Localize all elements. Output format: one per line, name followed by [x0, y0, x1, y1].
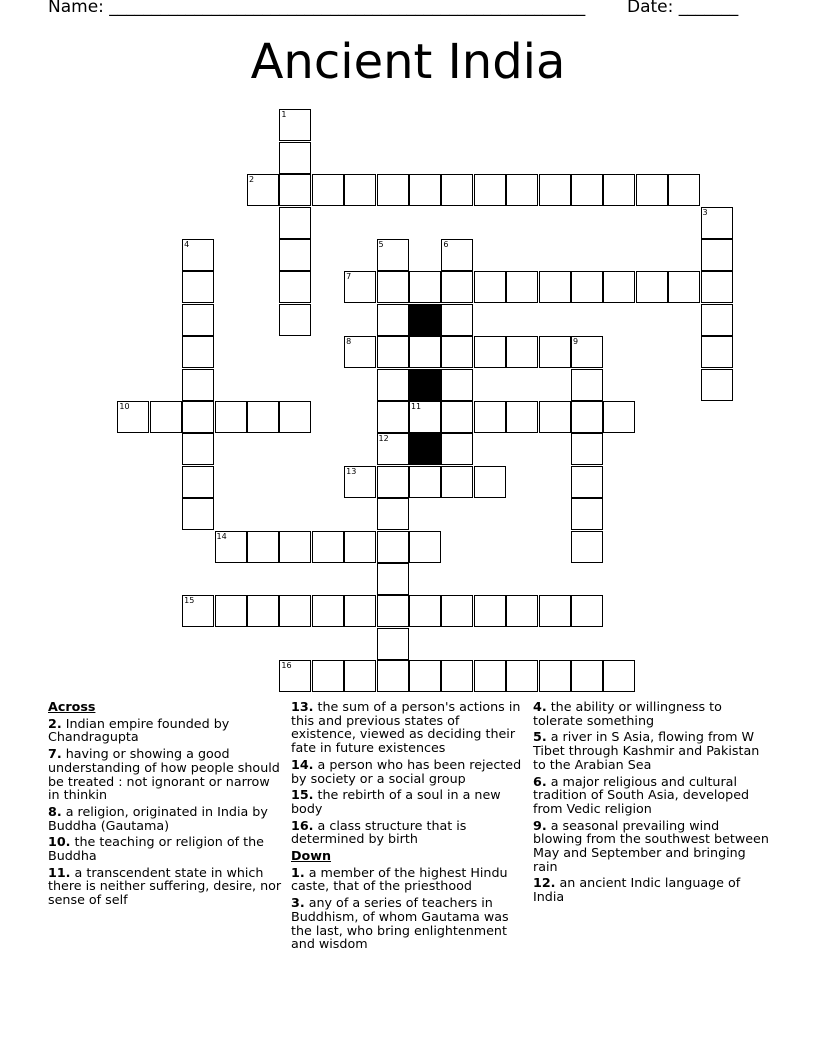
clue-text: a member of the highest Hindu caste, that of the priesthood — [291, 864, 508, 894]
grid-cell[interactable] — [571, 174, 603, 206]
clue-number: 10. — [48, 834, 71, 850]
grid-cell[interactable] — [409, 660, 441, 692]
clue-number-label: 11 — [410, 401, 422, 411]
clue-number-label: 13 — [346, 466, 357, 476]
clue-text: a major religious and cultural tradition of South Asia, developed from Vedic religion — [533, 773, 750, 816]
clue-number-label: 4 — [184, 239, 190, 249]
black-square — [409, 304, 441, 336]
grid-cell[interactable] — [344, 466, 376, 498]
across-clue — [291, 700, 527, 755]
grid-cell[interactable] — [539, 660, 571, 692]
down-clue — [533, 775, 769, 816]
grid-cell[interactable] — [474, 336, 506, 368]
grid-cell[interactable] — [377, 401, 409, 433]
grid-cell[interactable] — [247, 531, 279, 563]
clue-text: a class structure that is determined by birth — [291, 817, 467, 847]
grid-cell[interactable] — [247, 401, 279, 433]
grid-cell[interactable] — [377, 369, 409, 401]
grid-cell[interactable] — [279, 304, 311, 336]
grid-cell[interactable] — [312, 531, 344, 563]
grid-cell[interactable] — [571, 336, 603, 368]
grid-cell[interactable] — [441, 466, 473, 498]
clue-number-label: 1 — [281, 110, 287, 120]
clue-number: 14. — [291, 756, 314, 772]
grid-cell[interactable] — [150, 401, 182, 433]
clue-number-label: 5 — [378, 239, 384, 249]
clue-number-label: 9 — [572, 337, 579, 347]
clue-number-label: 7 — [346, 272, 352, 282]
grid-cell[interactable] — [571, 595, 603, 627]
grid-cell[interactable] — [441, 369, 473, 401]
down-clue — [291, 896, 527, 951]
grid-cell[interactable] — [539, 271, 571, 303]
grid-cell[interactable] — [182, 369, 214, 401]
grid-cell[interactable] — [279, 660, 311, 692]
grid-cell[interactable] — [215, 401, 247, 433]
clue-text: an ancient Indic language of India — [533, 875, 741, 905]
clue-text: a person who has been rejected by society or a social group — [291, 756, 522, 786]
grid-cell[interactable] — [506, 271, 538, 303]
grid-cell[interactable] — [377, 174, 409, 206]
grid-cell[interactable] — [182, 433, 214, 465]
across-clue — [48, 717, 284, 744]
grid-cell[interactable] — [603, 271, 635, 303]
grid-cell[interactable] — [279, 142, 311, 174]
clue-number: 9. — [533, 817, 547, 833]
across-heading: Across — [48, 699, 96, 714]
grid-cell[interactable] — [506, 174, 538, 206]
grid-cell[interactable] — [539, 174, 571, 206]
grid-cell[interactable] — [215, 531, 247, 563]
grid-cell[interactable] — [377, 531, 409, 563]
clue-number: 16. — [291, 817, 314, 833]
clue-number-label: 10 — [119, 401, 130, 411]
grid-cell[interactable] — [701, 207, 733, 239]
clue-number-label: 12 — [378, 434, 389, 444]
grid-cell[interactable] — [279, 401, 311, 433]
grid-cell[interactable] — [182, 304, 214, 336]
grid-cell[interactable] — [668, 271, 700, 303]
grid-cell[interactable] — [571, 401, 603, 433]
grid-cell[interactable] — [312, 595, 344, 627]
grid-cell[interactable] — [539, 595, 571, 627]
grid-cell[interactable] — [441, 401, 473, 433]
across-clue — [48, 835, 284, 862]
clue-text: a seasonal prevailing wind blowing from the southwest between May and September and bringing rain — [533, 817, 769, 874]
grid-cell[interactable] — [571, 466, 603, 498]
grid-cell[interactable] — [117, 401, 149, 433]
grid-cell[interactable] — [701, 239, 733, 271]
grid-cell[interactable] — [701, 304, 733, 336]
grid-cell[interactable] — [377, 563, 409, 595]
across-clue — [291, 819, 527, 846]
grid-cell[interactable] — [474, 595, 506, 627]
grid-cell[interactable] — [377, 660, 409, 692]
clue-number-label: 2 — [248, 175, 255, 185]
grid-cell[interactable] — [377, 271, 409, 303]
grid-cell[interactable] — [279, 239, 311, 271]
grid-cell[interactable] — [441, 271, 473, 303]
grid-cell[interactable] — [377, 336, 409, 368]
grid-cell[interactable] — [182, 498, 214, 530]
clue-number: 8. — [48, 803, 62, 819]
puzzle-title: Ancient India — [250, 34, 566, 90]
clue-number: 7. — [48, 746, 62, 762]
grid-cell[interactable] — [344, 531, 376, 563]
clue-text: Indian empire founded by Chandragupta — [48, 715, 230, 745]
grid-cell[interactable] — [409, 336, 441, 368]
across-clue — [291, 758, 527, 785]
grid-cell[interactable] — [409, 466, 441, 498]
grid-cell[interactable] — [441, 595, 473, 627]
grid-cell[interactable] — [377, 239, 409, 271]
grid-cell[interactable] — [474, 174, 506, 206]
grid-cell[interactable] — [182, 401, 214, 433]
clue-number: 13. — [291, 699, 314, 714]
grid-cell[interactable] — [377, 498, 409, 530]
grid-cell[interactable] — [409, 531, 441, 563]
grid-cell[interactable] — [441, 660, 473, 692]
clue-number-label: 15 — [184, 596, 195, 606]
clue-number: 12. — [533, 875, 556, 891]
clue-number: 15. — [291, 787, 314, 803]
down-clue — [533, 819, 769, 874]
clues-column-2 — [291, 700, 527, 954]
clue-number: 5. — [533, 729, 547, 745]
grid-cell[interactable] — [182, 595, 214, 627]
grid-cell[interactable] — [571, 369, 603, 401]
clue-number-label: 14 — [216, 531, 227, 541]
clue-number: 11. — [48, 864, 71, 880]
grid-cell[interactable] — [409, 174, 441, 206]
grid-cell[interactable] — [247, 174, 279, 206]
grid-cell[interactable] — [474, 401, 506, 433]
grid-cell[interactable] — [571, 498, 603, 530]
clue-number-label: 6 — [443, 239, 449, 249]
grid-cell[interactable] — [441, 336, 473, 368]
grid-cell[interactable] — [279, 109, 311, 141]
grid-cell[interactable] — [279, 595, 311, 627]
black-square — [409, 369, 441, 401]
down-clue — [533, 700, 769, 727]
grid-cell[interactable] — [279, 531, 311, 563]
clue-number-label: 16 — [281, 661, 292, 671]
grid-cell[interactable] — [474, 271, 506, 303]
grid-cell[interactable] — [409, 271, 441, 303]
clue-text: the sum of a person's actions in this and previous states of existence, viewed as deciding their fate in future existences — [291, 699, 521, 756]
name-field[interactable]: Name: ________________________________________________________ — [48, 0, 586, 17]
grid-cell[interactable] — [603, 174, 635, 206]
grid-cell[interactable] — [506, 660, 538, 692]
clue-number: 6. — [533, 773, 547, 789]
grid-cell[interactable] — [668, 174, 700, 206]
grid-cell[interactable] — [474, 466, 506, 498]
clue-number: 4. — [533, 699, 547, 714]
grid-cell[interactable] — [344, 660, 376, 692]
black-square — [409, 433, 441, 465]
grid-cell[interactable] — [571, 531, 603, 563]
clue-text: a religion, originated in India by Buddha (Gautama) — [48, 803, 268, 833]
across-clue — [48, 747, 284, 802]
grid-cell[interactable] — [182, 271, 214, 303]
grid-cell[interactable] — [506, 401, 538, 433]
across-clue — [291, 788, 527, 815]
grid-cell[interactable] — [441, 174, 473, 206]
grid-cell[interactable] — [474, 660, 506, 692]
grid-cell[interactable] — [377, 595, 409, 627]
grid-cell[interactable] — [344, 336, 376, 368]
clues-column-3 — [533, 700, 769, 907]
clue-number-label: 8 — [346, 337, 352, 347]
grid-cell[interactable] — [182, 466, 214, 498]
grid-cell[interactable] — [312, 174, 344, 206]
grid-cell[interactable] — [571, 433, 603, 465]
grid-cell[interactable] — [571, 271, 603, 303]
grid-cell[interactable] — [539, 401, 571, 433]
grid-cell[interactable] — [344, 174, 376, 206]
grid-cell[interactable] — [441, 239, 473, 271]
down-heading: Down — [291, 848, 332, 864]
grid-cell[interactable] — [182, 336, 214, 368]
grid-cell[interactable] — [701, 336, 733, 368]
down-clue — [533, 876, 769, 903]
clue-text: any of a series of teachers in Buddhism, of whom Gautama was the last, who bring enlightenment and wisdom — [291, 895, 509, 952]
date-field[interactable]: Date: _______ — [627, 0, 739, 17]
across-clue — [48, 805, 284, 832]
grid-cell[interactable] — [441, 433, 473, 465]
clues-column-1 — [48, 700, 284, 910]
grid-cell[interactable] — [409, 595, 441, 627]
grid-cell[interactable] — [441, 304, 473, 336]
grid-cell[interactable] — [215, 595, 247, 627]
grid-cell[interactable] — [636, 271, 668, 303]
clue-number: 1. — [291, 864, 305, 880]
grid-cell[interactable] — [377, 304, 409, 336]
grid-cell[interactable] — [603, 660, 635, 692]
clue-number: 3. — [291, 895, 305, 911]
grid-cell[interactable] — [409, 401, 441, 433]
grid-cell[interactable] — [279, 174, 311, 206]
grid-cell[interactable] — [506, 595, 538, 627]
clue-text: the rebirth of a soul in a new body — [291, 787, 501, 816]
grid-cell[interactable] — [377, 466, 409, 498]
clue-text: a transcendent state in which there is neither suffering, desire, nor sense of self — [48, 864, 282, 908]
grid-cell[interactable] — [603, 401, 635, 433]
down-clue — [291, 866, 527, 893]
down-clue — [533, 730, 769, 771]
grid-cell[interactable] — [344, 595, 376, 627]
grid-cell[interactable] — [182, 239, 214, 271]
grid-cell[interactable] — [571, 660, 603, 692]
grid-cell[interactable] — [312, 660, 344, 692]
grid-cell[interactable] — [539, 336, 571, 368]
grid-cell[interactable] — [506, 336, 538, 368]
across-clue — [48, 866, 284, 907]
grid-cell[interactable] — [247, 595, 279, 627]
clue-text: a river in S Asia, flowing from W Tibet through Kashmir and Pakistan to the Arabian Sea — [533, 729, 760, 772]
grid-cell[interactable] — [279, 207, 311, 239]
clue-text: having or showing a good understanding of how people should be treated : not ignorant or narrow in thinkin — [48, 746, 280, 803]
grid-cell[interactable] — [377, 433, 409, 465]
grid-cell[interactable] — [701, 369, 733, 401]
clue-text: the teaching or religion of the Buddha — [48, 834, 264, 864]
grid-cell[interactable] — [636, 174, 668, 206]
grid-cell[interactable] — [279, 271, 311, 303]
clue-number-label: 3 — [702, 207, 708, 217]
clue-text: the ability or willingness to tolerate something — [533, 699, 722, 728]
clue-number: 2. — [48, 715, 62, 731]
grid-cell[interactable] — [377, 628, 409, 660]
grid-cell[interactable] — [344, 271, 376, 303]
grid-cell[interactable] — [701, 271, 733, 303]
